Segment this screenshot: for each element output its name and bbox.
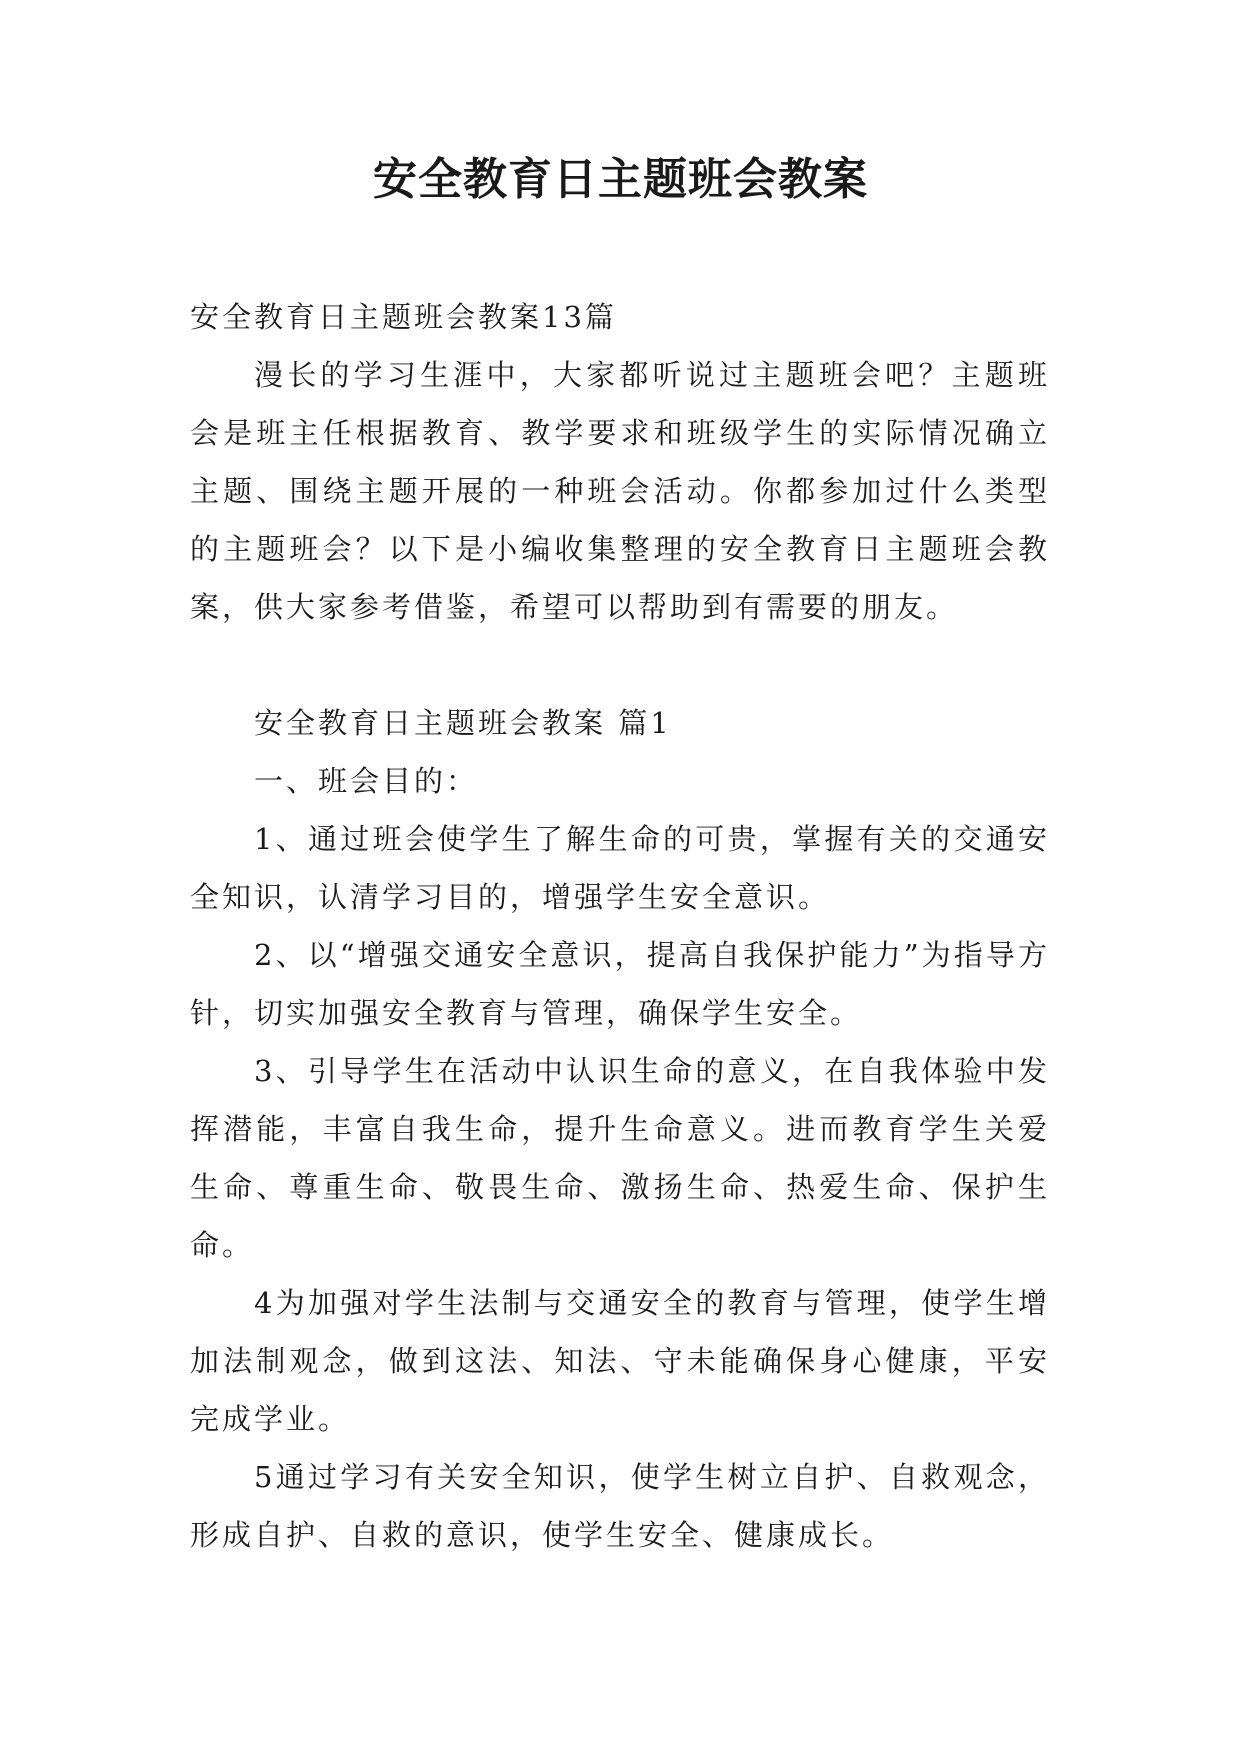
section-heading: 安全教育日主题班会教案 篇1: [254, 706, 672, 740]
objective-item-1: 1、通过班会使学生了解生命的可贵，掌握有关的交通安全知识，认清学习目的，增强学生安全意识。: [190, 822, 1050, 914]
document-subtitle: 安全教育日主题班会教案13篇: [190, 300, 617, 334]
document-title: 安全教育日主题班会教案: [373, 154, 868, 205]
sub-heading: 一、班会目的：: [254, 764, 479, 798]
intro-paragraph: 漫长的学习生涯中，大家都听说过主题班会吧？主题班会是班主任根据教育、教学要求和班级学生的实际情况确立主题、围绕主题开展的一种班会活动。你都参加过什么类型的主题班会？以下是小编收集整理的安全教育日主题班会教案，供大家参考借鉴，希望可以帮助到有需要的朋友。: [190, 358, 1050, 624]
objective-item-3: 3、引导学生在活动中认识生命的意义，在自我体验中发挥潜能，丰富自我生命，提升生命意义。进而教育学生关爱生命、尊重生命、敬畏生命、激扬生命、热爱生命、保护生命。: [190, 1054, 1050, 1262]
paragraph-spacer: [190, 636, 1050, 694]
objective-item-2: 2、以“增强交通安全意识，提高自我保护能力”为指导方针，切实加强安全教育与管理，确保学生安全。: [190, 938, 1050, 1030]
document-body: [190, 288, 1050, 1564]
objective-item-5: 5通过学习有关安全知识，使学生树立自护、自救观念，形成自护、自救的意识，使学生安全、健康成长。: [190, 1460, 1050, 1552]
objective-item-4: 4为加强对学生法制与交通安全的教育与管理，使学生增加法制观念，做到这法、知法、守未能确保身心健康，平安完成学业。: [190, 1286, 1050, 1436]
